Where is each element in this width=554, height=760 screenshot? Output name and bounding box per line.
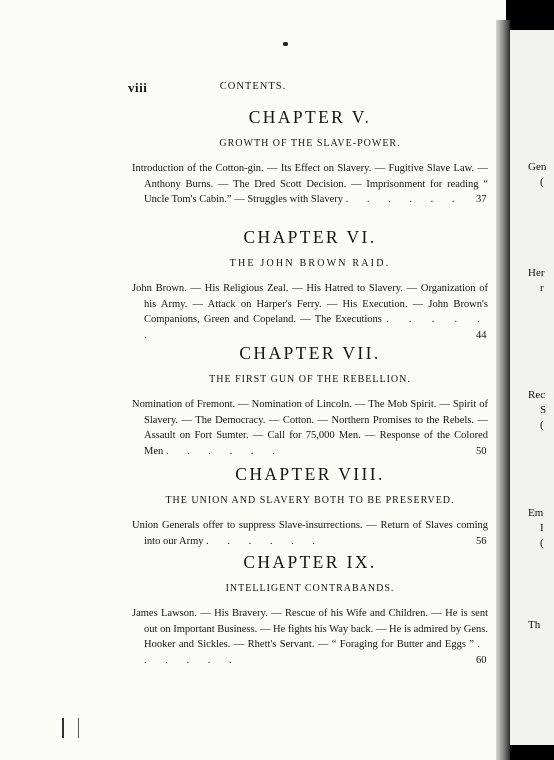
page-gutter-shadow (496, 20, 510, 760)
running-title: CONTENTS. (219, 81, 287, 92)
leader-dots: . . . . . . (206, 535, 323, 547)
chapter-title: CHAPTER IX. (243, 552, 377, 572)
chapter-subtitle: THE UNION AND SLAVERY BOTH TO BE PRESERVED. (165, 495, 455, 506)
facing-page-text: ( (540, 537, 544, 549)
leader-dots: . . . . . . (165, 445, 283, 457)
chapter-subtitle: GROWTH OF THE SLAVE-POWER. (219, 138, 401, 149)
facing-page-text: Her (528, 267, 545, 279)
facing-page-text: S (540, 404, 547, 416)
facing-page-text: ( (540, 176, 544, 188)
chapter-entry (132, 107, 488, 208)
facing-page-text: Rec (528, 389, 546, 401)
leader-dots: . . . . . . (144, 639, 488, 666)
chapter-subtitle: THE JOHN BROWN RAID. (229, 258, 391, 269)
chapter-title: CHAPTER VII. (239, 343, 381, 363)
chapter-subtitle: INTELLIGENT CONTRABANDS. (225, 583, 395, 594)
facing-page-text: ( (540, 419, 544, 431)
chapter-summary: Introduction of the Cotton-gin. — Its Effect on Slavery. — Fugitive Slave Law. — Anthony Burns. — The Dred Scott Decision. — Imprisonment for reading “ Uncle Tom's Cabin.” — Struggles with Slavery . . . . . . 37 (132, 163, 488, 205)
summary-text: Union Generals offer to suppress Slave-insurrections. — Return of Slaves coming into our Army (132, 520, 488, 547)
chapter-subtitle: THE FIRST GUN OF THE REBELLION. (209, 374, 411, 385)
facing-page-text: Em (528, 507, 544, 519)
chapter-summary: Union Generals offer to suppress Slave-insurrections. — Return of Slaves coming into our Army . . . . . . 56 (132, 520, 488, 547)
chapter-summary: Nomination of Fremont. — Nomination of Lincoln. — The Mob Spirit. — Spirit of Slavery. — The Democracy. — Cotton. — Northern Promises to the Rebels. — Assault on Fort Sumter. — Call for 75,000 Men. — Response of the Colored Men . . . . . . 50 (132, 399, 488, 457)
chapter-entry (132, 227, 488, 343)
chapter-title: CHAPTER VIII. (235, 464, 385, 484)
ink-speck (283, 42, 288, 46)
chapter-summary: John Brown. — His Religious Zeal. — His Hatred to Slavery. — Organization of his Army. — Attack on Harper's Ferry. — His Execution. — John Brown's Companions, Green and Copeland. — The Executions . . . . . . 44 (132, 283, 488, 341)
summary-text: John Brown. — His Religious Zeal. — His Hatred to Slavery. — Organization of his Army. — Attack on Harper's Ferry. — His Execution. — John Brown's Companions, Green and Copeland. — The Executions (132, 283, 488, 325)
leader-dots: . . . . . . (345, 194, 463, 205)
facing-page-text: Th (528, 619, 541, 631)
binding-fragment (62, 718, 79, 738)
facing-page-edge (510, 30, 554, 745)
leader-dots: . . . . . . (144, 314, 488, 341)
chapter-title: CHAPTER VI. (243, 227, 377, 247)
facing-page-text: Gen (528, 161, 547, 173)
chapter-entry (132, 343, 488, 459)
summary-text: Introduction of the Cotton-gin. — Its Effect on Slavery. — Fugitive Slave Law. — Anthony Burns. — The Dred Scott Decision. — Imprisonment for reading “ Uncle Tom's Cabin.” — Struggles with Slavery (132, 163, 488, 205)
summary-text: Nomination of Fremont. — Nomination of Lincoln. — The Mob Spirit. — Spirit of Slavery. — The Democracy. — Cotton. — Northern Promises to the Rebels. — Assault on Fort Sumter. — Call for 75,000 Men. — Response of the Colored Men (132, 399, 488, 457)
summary-text: James Lawson. — His Bravery. — Rescue of his Wife and Children. — He is sent out on Important Business. — He fights his Way back. — He is admired by Gens. Hooker and Sickles. — Rhett's Servant. — “ Foraging for Butter and Eggs ” (132, 608, 488, 650)
chapter-entry (132, 464, 488, 549)
facing-page-text: I (540, 522, 544, 534)
facing-page-text: r (540, 282, 544, 294)
chapter-entry (132, 552, 488, 668)
chapter-summary: James Lawson. — His Bravery. — Rescue of his Wife and Children. — He is sent out on Important Business. — He fights his Way back. — He is admired by Gens. Hooker and Sickles. — Rhett's Servant. — “ Foraging for Butter and Eggs ” . . . . . . 60 (132, 608, 488, 666)
page-folio: viii (128, 80, 148, 95)
page-header (0, 80, 506, 96)
chapter-title: CHAPTER V. (248, 107, 372, 127)
